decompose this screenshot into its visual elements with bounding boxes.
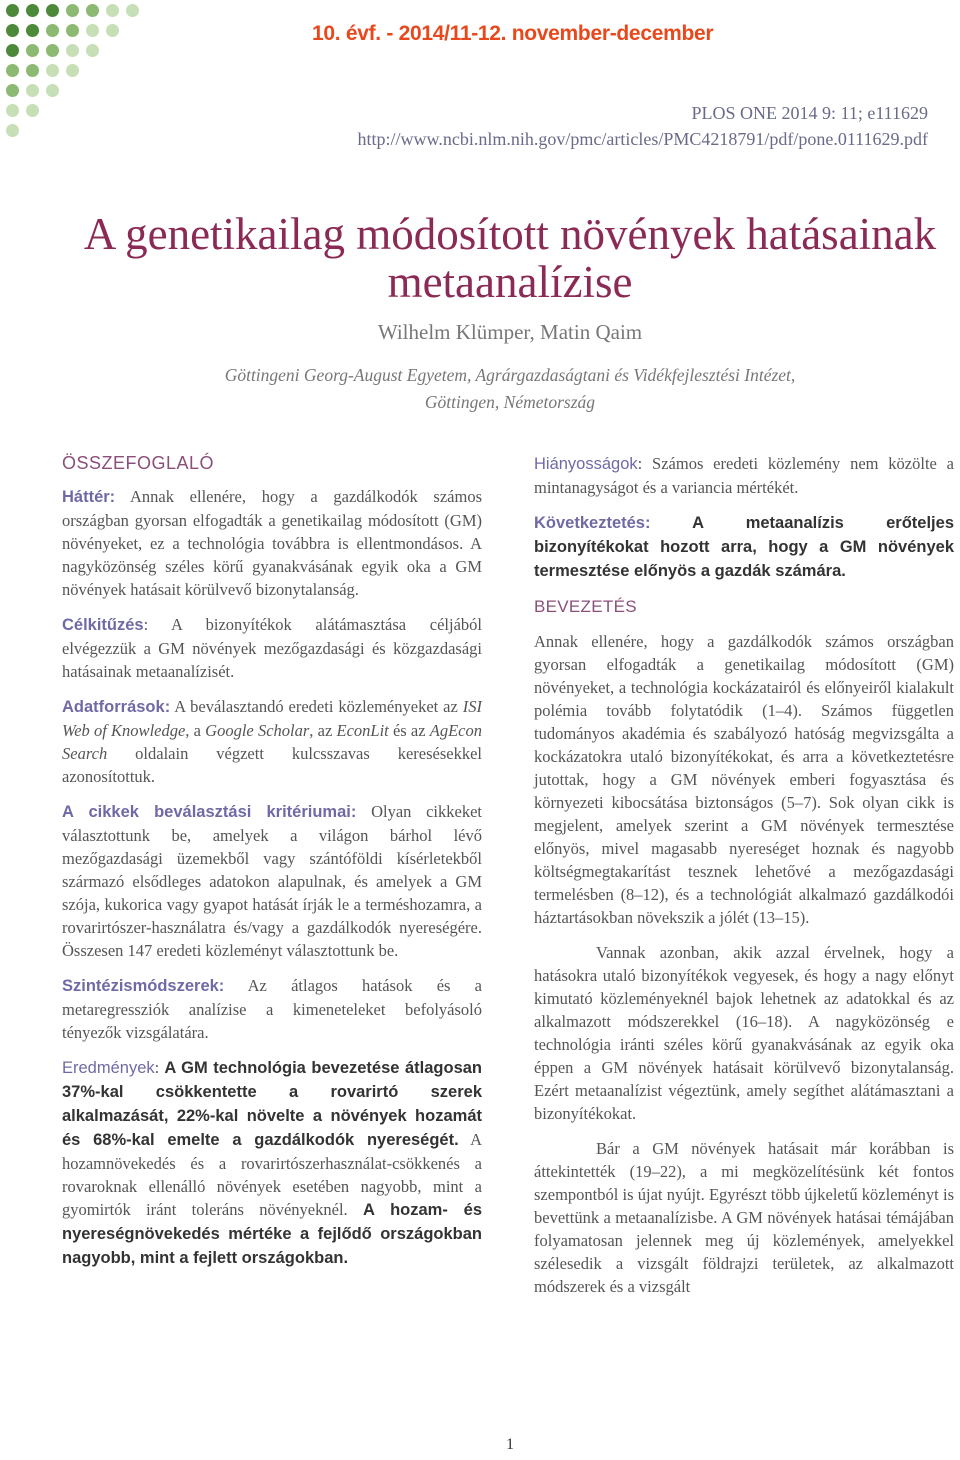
decorative-dot (66, 44, 79, 57)
synthesis-label: Szintézismódszerek: (62, 977, 225, 995)
affiliation (0, 362, 960, 416)
title-line-1: A genetikailag módosított növények hatásainak (83, 209, 937, 259)
decorative-dot (66, 24, 79, 37)
abstract-sources (62, 695, 482, 788)
decorative-dot (86, 4, 99, 17)
database-name: AgEcon Search (62, 721, 482, 763)
abstract-limitations (534, 452, 954, 499)
intro-paragraph-3: Bár a GM növények hatásait már korábban is áttekintették (19–22), a mi megközelítésünk két fontos szempontból is újat nyújt. Egyrészt több újkeletű közleményt is bevettünk a metaanalízisbe. A GM növények hatásai témájában folyamatosan jelennek meg új közlemények, amelyekkel szélesedik a vizsgált földrajzi területek, az alkalmazott módszerek és a vizsgált (534, 1139, 954, 1296)
decorative-dot (26, 44, 39, 57)
limitations-text: : Számos eredeti közlemény nem közölte a mintanagyságot és a variancia mértékét. (534, 454, 954, 497)
objectives-label: Célkitűzés (62, 616, 144, 634)
sources-separator: és az (388, 721, 430, 740)
decorative-dot (6, 84, 19, 97)
decorative-dot (26, 84, 39, 97)
results-text: A hozamnövekedés és a rovarirtószerhasználat-csökkenés a rovaroknak ellenálló növények esetében nagyobb, mint a gyomirtók iránt toleráns növényeknél. (62, 1130, 482, 1219)
synthesis-text: Az átlagos hatások és a metaregressziók analízise a kimeneteleket befolyásoló tényezők vizsgálatára. (62, 976, 482, 1042)
abstract-objectives (62, 613, 482, 683)
limitations-label: Hiányosságok (534, 455, 638, 473)
sources-separator: , az (309, 721, 337, 740)
article-title (0, 210, 960, 306)
abstract-synthesis (62, 974, 482, 1044)
intro-paragraph-2: Vannak azonban, akik azzal érvelnek, hogy a hatásokra utaló bizonyítékok vegyesek, és hogy a nagy előnyt kimutató közleményeknél bajok lehetnek az adatokkal és az alkalmazott módszerekkel (16–18). A nagyközönség e technológia iránti széles körű gyanakvásának az egyik oka éppen a GM növények hatásait körülvevő bizonytalanság. Ezért metaanalízist végeztünk, amely segíthet alátámasztani a bizonyítékokat. (534, 943, 954, 1123)
background-label: Háttér: (62, 488, 116, 506)
abstract-conclusion (534, 511, 954, 583)
left-column (62, 452, 482, 1282)
issue-label: 10. évf. - 2014/11-12. november-december (312, 22, 714, 45)
title-line-2: metaanalízise (387, 257, 633, 307)
abstract-results (62, 1056, 482, 1270)
database-name: ISI Web of Knowledge (62, 697, 482, 740)
decorative-dot (46, 64, 59, 77)
affiliation-line-2: Göttingen, Németország (424, 392, 596, 412)
database-name: Google Scholar (205, 721, 310, 740)
decorative-dot (46, 84, 59, 97)
source-url[interactable]: http://www.ncbi.nlm.nih.gov/pmc/articles/PMC4218791/pdf/pone.0111629.pdf (357, 129, 928, 149)
affiliation-line-1: Göttingeni Georg-August Egyetem, Agrárgazdaságtani és Vidékfejlesztési Intézet, (224, 365, 796, 385)
results-label: Eredmények (62, 1059, 155, 1077)
sources-text: oldalain végzett kulcsszavas keresésekkel azonosítottuk. (62, 744, 482, 786)
decorative-dot (6, 44, 19, 57)
abstract-background (62, 485, 482, 601)
objectives-text: : A bizonyítékok alátámasztása céljából elvégezzük a GM növények mezőgazdasági és közgazdasági hatásainak metaanalízisét. (62, 615, 482, 681)
intro-paragraph-1: Annak ellenére, hogy a gazdálkodók számos országban gyorsan elfogadták a genetikailag módosított (GM) növényeket, a technológia kockázatairól és előnyeiről kialakult polémia tovább folytatódik (1–4). Számos független tudományos akadémia és szabályozó hatóság megvizsgálta a kockázatokra utaló bizonyítékokat, és arra a következtetésre jutottak, hogy a GM növények emberi fogyasztása és környezeti kibocsátása biztonságos (5–7). Sok olyan cikk is megjelent, amelyek szerint a GM növények termesztése előnyös, mivel magasabb nyereséget hoznak és nagyobb költségmegtakarítást tesznek lehetővé a mezőgazdasági termelésben (8–12), és a technológiát alkalmazó gazdálkodói háztartásokban növekszik a jólét (13–15). (534, 632, 954, 927)
conclusion-text: A metaanalízis erőteljes bizonyítékokat hozott arra, hogy a GM növények termesztése előnyös a gazdák számára. (534, 514, 954, 580)
decorative-dot (26, 64, 39, 77)
decorative-dot (6, 24, 19, 37)
decorative-dot (6, 124, 19, 137)
intro-heading: BEVEZETÉS (534, 597, 637, 616)
decorative-dot (26, 104, 39, 117)
decorative-dot (106, 4, 119, 17)
decorative-dot (46, 4, 59, 17)
results-emphasis: A GM technológia bevezetése átlagosan 37%-kal csökkentette a rovarirtó szerek alkalmazását, 22%-kal növelte a növények hozamát és 68%-kal emelte a gazdálkodók nyereségét. (62, 1059, 482, 1149)
abstract-heading: ÖSSZEFOGLALÓ (62, 453, 215, 473)
abstract-criteria (62, 800, 482, 962)
database-name: EconLit (336, 721, 389, 740)
right-column (534, 452, 954, 1310)
source-reference (358, 100, 928, 152)
decorative-dot (46, 24, 59, 37)
decorative-dot (86, 44, 99, 57)
decorative-dot (6, 64, 19, 77)
results-emphasis-2: A hozam- és nyereségnövekedés mértéke a fejlődő országokban nagyobb, mint a fejlett országokban. (62, 1201, 482, 1267)
background-text: Annak ellenére, hogy a gazdálkodók számos országban gyorsan elfogadták a genetikailag módosított (GM) növényeket, ez a technológia továbbra is ellentmondásos. A nagyközönség széles körű gyanakvásának egyik oka a GM növények hatásait körülvevő bizonytalanság. (62, 487, 482, 599)
page-number: 1 (506, 1436, 514, 1453)
decorative-dot (6, 104, 19, 117)
decorative-dot (66, 4, 79, 17)
decorative-dot (126, 4, 139, 17)
decorative-dot (26, 4, 39, 17)
decorative-dot (86, 24, 99, 37)
criteria-label: A cikkek beválasztási kritériumai: (62, 803, 357, 821)
conclusion-label: Következtetés: (534, 514, 651, 532)
decorative-dot (106, 24, 119, 37)
decorative-dot (6, 4, 19, 17)
decorative-dot (66, 64, 79, 77)
decorative-dot (26, 24, 39, 37)
journal-reference: PLOS ONE 2014 9: 11; e111629 (691, 103, 928, 123)
sources-text: A beválasztandó eredeti közleményeket az (170, 697, 463, 716)
criteria-text: Olyan cikkeket választottunk be, amelyek a világon bárhol lévő mezőgazdasági üzemekből vagy szántóföldi kísérletekből származó elsődleges adatokon alapulnak, és amelyek a GM szója, kukorica vagy gyapot hatását írják le a terméshozamra, a rovarirtószer-használatra és/vagy a gazdálkodók nyereségére. Összesen 147 eredeti közleményt választottunk be. (62, 802, 482, 960)
decorative-dot-pattern (0, 0, 140, 160)
authors: Wilhelm Klümper, Matin Qaim (377, 320, 643, 344)
decorative-dot (46, 44, 59, 57)
sources-label: Adatforrások: (62, 698, 171, 716)
sources-separator: , a (185, 721, 206, 740)
results-colon: : (154, 1058, 165, 1077)
